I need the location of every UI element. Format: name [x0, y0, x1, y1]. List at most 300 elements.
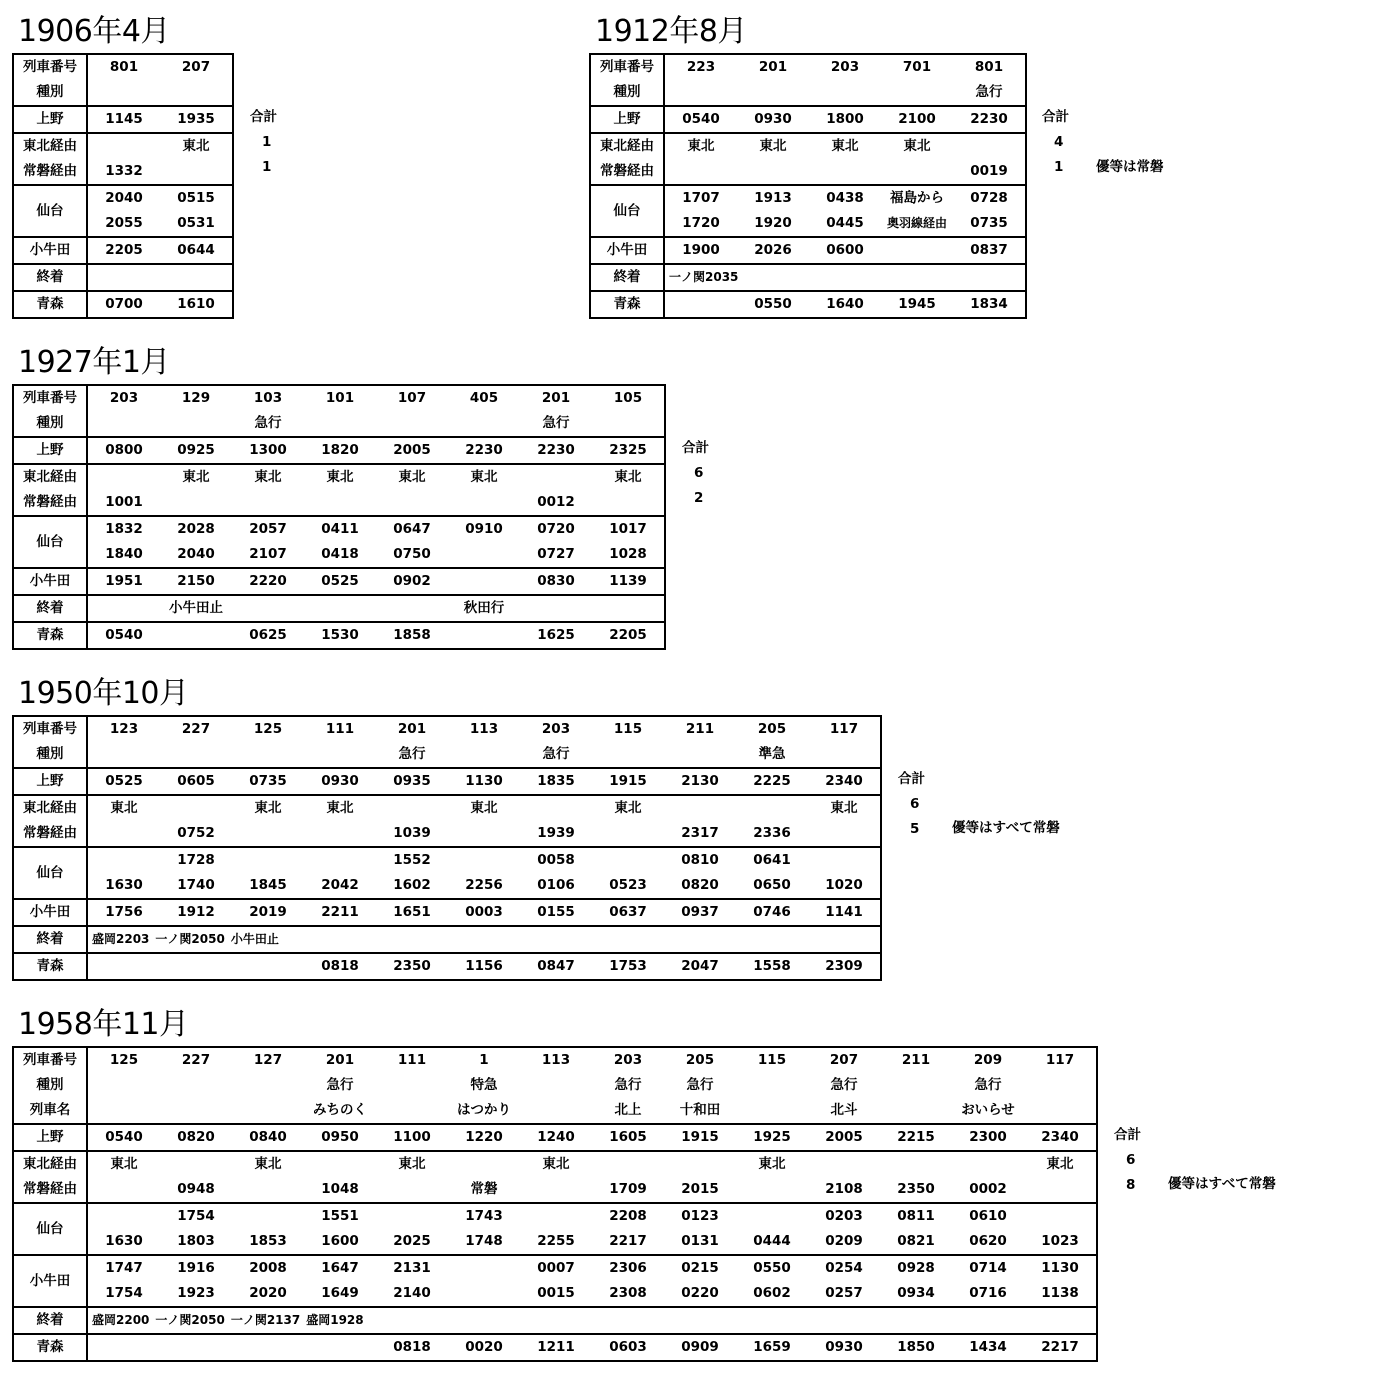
cell-joban — [87, 1177, 160, 1203]
cell-ushita: 1756 — [87, 899, 160, 926]
cell-sendai2: 1600 — [321, 1233, 359, 1249]
cell-names: 北斗 — [830, 1102, 858, 1118]
cell-joban: 1332 — [105, 163, 143, 179]
cell-joban — [304, 490, 376, 516]
row-ueno — [590, 106, 1026, 133]
row-terminal — [13, 926, 881, 953]
cell-trains: 123 — [87, 716, 160, 742]
cell-sendai1: 0411 — [304, 516, 376, 542]
cell-ushita1: 2008 — [232, 1255, 304, 1281]
row-aomori — [13, 622, 665, 649]
cell-aomori: 2205 — [592, 622, 665, 649]
cell-ueno: 1220 — [448, 1124, 520, 1151]
cell-terminal — [304, 595, 376, 622]
cell-ueno: 2230 — [520, 437, 592, 464]
cell-aomori — [160, 953, 232, 980]
row-sendai1 — [13, 516, 665, 542]
cell-ushita: 0600 — [809, 237, 881, 264]
row-aomori — [13, 953, 881, 980]
cell-tohoku: 東北 — [881, 133, 953, 159]
cell-sendai1: 1551 — [304, 1203, 376, 1229]
row-label-tohoku: 東北経由 — [13, 795, 87, 821]
row-sendai1 — [13, 847, 881, 873]
cell-joban — [448, 490, 520, 516]
joban-total-1950: 5 — [910, 821, 920, 837]
cell-aomori: 0818 — [376, 1334, 448, 1361]
row-terminal — [13, 1307, 1097, 1334]
cell-types — [1024, 1073, 1097, 1098]
cell-ueno: 0925 — [160, 437, 232, 464]
cell-sendai1: 0728 — [953, 185, 1026, 211]
cell-trains: 101 — [304, 385, 376, 411]
cell-ushita: 0902 — [376, 568, 448, 595]
cell-trains: 223 — [664, 54, 737, 80]
cell-sendai2: 1803 — [177, 1233, 215, 1249]
cell-aomori: 2309 — [808, 953, 881, 980]
cell-trains: 115 — [592, 716, 664, 742]
cell-ueno: 2130 — [664, 768, 736, 795]
row-trains — [13, 54, 233, 80]
note-1958: 優等はすべて常磐 — [1168, 1176, 1276, 1192]
cell-sendai2: 0106 — [537, 877, 575, 893]
cell-sendai2: 奥羽線経由 — [886, 216, 947, 230]
cell-types — [304, 411, 376, 437]
cell-ushita2: 0257 — [825, 1285, 863, 1301]
row-trains — [590, 54, 1026, 80]
row-label-joban: 常磐経由 — [13, 490, 87, 516]
title-1927: 1927年1月 — [18, 345, 170, 380]
row-label-types: 種別 — [13, 80, 87, 106]
row-label-sendai1: 仙台 — [590, 185, 664, 237]
cell-aomori — [664, 291, 737, 318]
terminal-note: 一ノ関2050 — [155, 1313, 225, 1327]
cell-sendai2: 0209 — [825, 1233, 863, 1249]
cell-sendai2: 0750 — [393, 546, 431, 562]
cell-types: 急行 — [975, 84, 1003, 100]
cell-ushita1: 0007 — [520, 1255, 592, 1281]
note-1950: 優等はすべて常磐 — [952, 820, 1060, 836]
cell-sendai1: 2208 — [592, 1203, 664, 1229]
cell-ueno: 2005 — [808, 1124, 880, 1151]
cell-ushita: 0155 — [520, 899, 592, 926]
row-label-trains: 列車番号 — [13, 385, 87, 411]
cell-ushita: 1141 — [808, 899, 881, 926]
row-joban — [13, 1177, 1097, 1203]
cell-sendai2: 2107 — [249, 546, 287, 562]
cell-joban — [232, 821, 304, 847]
cell-tohoku — [160, 795, 232, 821]
cell-sendai2: 0650 — [753, 877, 791, 893]
cell-ushita1: 0215 — [664, 1255, 736, 1281]
cell-sendai2: 1028 — [609, 546, 647, 562]
cell-ushita: 2150 — [160, 568, 232, 595]
cell-aomori: 1753 — [592, 953, 664, 980]
cell-sendai1: 1728 — [160, 847, 232, 873]
cell-trains: 205 — [736, 716, 808, 742]
cell-terminal — [592, 595, 665, 622]
cell-sendai1: 0438 — [809, 185, 881, 211]
cell-ushita: 0830 — [520, 568, 592, 595]
cell-sendai1: 1913 — [737, 185, 809, 211]
cell-sendai2: 1920 — [754, 215, 792, 231]
cell-joban — [376, 490, 448, 516]
row-label-tohoku: 東北経由 — [13, 1151, 87, 1177]
cell-joban — [232, 490, 304, 516]
row-label-aomori: 青森 — [13, 1334, 87, 1361]
cell-tohoku: 東北 — [736, 1151, 808, 1177]
cell-sendai1 — [304, 847, 376, 873]
cell-sendai1: 2057 — [232, 516, 304, 542]
row-label-trains: 列車番号 — [13, 716, 87, 742]
cell-tohoku — [87, 133, 160, 159]
cell-trains: 205 — [664, 1047, 736, 1073]
cell-ushita2: 0220 — [681, 1285, 719, 1301]
cell-sendai1: 1017 — [592, 516, 665, 542]
cell-joban: 1039 — [393, 825, 431, 841]
terminal-note: 小牛田止 — [230, 932, 279, 946]
cell-ushita2 — [448, 1281, 520, 1307]
row-joban — [590, 159, 1026, 185]
row-trains — [13, 385, 665, 411]
cell-ushita: 2220 — [232, 568, 304, 595]
terminal-notes — [87, 1307, 1097, 1334]
row-label-aomori: 青森 — [590, 291, 664, 318]
row-label-aomori: 青森 — [13, 291, 87, 318]
row-label-joban: 常磐経由 — [590, 159, 664, 185]
row-terminal — [13, 264, 233, 291]
cell-sendai1 — [448, 847, 520, 873]
cell-ushita2: 0015 — [537, 1285, 575, 1301]
cell-trains: 203 — [520, 716, 592, 742]
cell-trains: 207 — [808, 1047, 880, 1073]
cell-types: 特急 — [470, 1077, 498, 1093]
row-label-aomori: 青森 — [13, 953, 87, 980]
cell-tohoku: 東北 — [809, 133, 881, 159]
cell-ushita1: 1647 — [304, 1255, 376, 1281]
cell-tohoku: 東北 — [376, 464, 448, 490]
cell-tohoku — [448, 1151, 520, 1177]
cell-tohoku: 東北 — [808, 795, 881, 821]
cell-aomori: 1156 — [448, 953, 520, 980]
cell-ueno: 1820 — [304, 437, 376, 464]
cell-types — [448, 742, 520, 768]
cell-trains: 105 — [592, 385, 665, 411]
cell-ushita2: 2308 — [609, 1285, 647, 1301]
cell-tohoku: 東北 — [87, 795, 160, 821]
row-terminal — [590, 264, 1026, 291]
cell-types — [160, 411, 232, 437]
cell-aomori: 1640 — [809, 291, 881, 318]
cell-sendai2: 0445 — [826, 215, 864, 231]
row-label-names: 列車名 — [13, 1098, 87, 1124]
tohoku-total-1950: 6 — [910, 796, 920, 812]
cell-sendai1: 0910 — [448, 516, 520, 542]
row-ueno — [13, 437, 665, 464]
cell-ushita1: 0254 — [808, 1255, 880, 1281]
cell-joban: 0002 — [969, 1181, 1007, 1197]
cell-trains: 103 — [232, 385, 304, 411]
cell-ushita1: 0550 — [736, 1255, 808, 1281]
cell-sendai1: 2028 — [160, 516, 232, 542]
cell-names: 十和田 — [679, 1102, 721, 1118]
cell-sendai2: 1630 — [105, 877, 143, 893]
cell-ushita: 0937 — [664, 899, 736, 926]
cell-tohoku — [592, 1151, 664, 1177]
row-label-ushita: 小牛田 — [13, 237, 87, 264]
row-label-ueno: 上野 — [13, 106, 87, 133]
cell-ushita2: 2140 — [393, 1285, 431, 1301]
cell-ueno: 2005 — [376, 437, 448, 464]
cell-joban — [664, 159, 737, 185]
cell-sendai1 — [808, 847, 881, 873]
cell-sendai2: 2256 — [465, 877, 503, 893]
cell-aomori: 0625 — [232, 622, 304, 649]
cell-types — [376, 1073, 448, 1098]
cell-types — [664, 742, 736, 768]
timetable-1927 — [12, 384, 666, 650]
cell-tohoku: 東北 — [592, 795, 664, 821]
cell-sendai2: 1602 — [393, 877, 431, 893]
title-1912: 1912年8月 — [595, 14, 747, 49]
cell-names: 北上 — [614, 1102, 642, 1118]
cell-sendai2: 1845 — [249, 877, 287, 893]
cell-sendai2 — [448, 542, 520, 568]
cell-sendai1: 0810 — [664, 847, 736, 873]
cell-types — [232, 1073, 304, 1098]
total-label-1912: 合計 — [1042, 109, 1069, 125]
row-label-types: 種別 — [13, 411, 87, 437]
row-sendai1 — [13, 185, 233, 211]
cell-names — [376, 1098, 448, 1124]
timetable-1906 — [12, 53, 234, 319]
cell-sendai2: 1748 — [465, 1233, 503, 1249]
title-1958: 1958年11月 — [18, 1007, 189, 1042]
cell-tohoku — [953, 133, 1026, 159]
cell-tohoku — [808, 1151, 880, 1177]
cell-joban: 0019 — [970, 163, 1008, 179]
cell-tohoku: 東北 — [160, 464, 232, 490]
cell-sendai1: 1552 — [376, 847, 448, 873]
cell-types — [87, 1073, 160, 1098]
cell-sendai1: 0610 — [952, 1203, 1024, 1229]
cell-types — [87, 742, 160, 768]
cell-aomori: 0700 — [87, 291, 160, 318]
note-1912: 優等は常磐 — [1096, 159, 1164, 175]
row-types — [13, 411, 665, 437]
row-ushita — [590, 237, 1026, 264]
cell-aomori: 1834 — [953, 291, 1026, 318]
cell-tohoku — [880, 1151, 952, 1177]
cell-joban: 0948 — [177, 1181, 215, 1197]
cell-trains: 127 — [232, 1047, 304, 1073]
row-label-tohoku: 東北経由 — [13, 133, 87, 159]
row-label-trains: 列車番号 — [590, 54, 664, 80]
terminal-note: 盛岡1928 — [306, 1313, 364, 1327]
row-label-types: 種別 — [590, 80, 664, 106]
cell-ushita: 1951 — [87, 568, 160, 595]
cell-sendai2: 1740 — [177, 877, 215, 893]
cell-aomori: 1625 — [520, 622, 592, 649]
cell-sendai2: 0735 — [970, 215, 1008, 231]
cell-tohoku — [952, 1151, 1024, 1177]
row-trains — [13, 716, 881, 742]
cell-aomori: 0930 — [808, 1334, 880, 1361]
cell-aomori: 0603 — [592, 1334, 664, 1361]
cell-sendai1 — [232, 847, 304, 873]
row-label-terminal: 終着 — [13, 595, 87, 622]
terminal-note: 一ノ関2050 — [155, 932, 225, 946]
cell-sendai2: 1840 — [105, 546, 143, 562]
cell-ushita: 1912 — [160, 899, 232, 926]
cell-ushita2: 1754 — [105, 1285, 143, 1301]
row-label-sendai1: 仙台 — [13, 1203, 87, 1255]
cell-joban: 1709 — [609, 1181, 647, 1197]
joban-total-1958: 8 — [1126, 1177, 1136, 1193]
cell-types — [592, 411, 665, 437]
cell-names: はつかり — [457, 1102, 511, 1118]
cell-trains: 203 — [87, 385, 160, 411]
row-label-ushita1: 小牛田 — [13, 1255, 87, 1307]
cell-ushita2: 0934 — [897, 1285, 935, 1301]
cell-aomori — [304, 1334, 376, 1361]
cell-ueno: 0800 — [87, 437, 160, 464]
row-sendai2 — [13, 542, 665, 568]
tohoku-total-1906: 1 — [262, 134, 272, 150]
cell-joban: 2350 — [897, 1181, 935, 1197]
total-label-1906: 合計 — [250, 109, 277, 125]
title-1906: 1906年4月 — [18, 14, 170, 49]
cell-terminal — [87, 595, 160, 622]
total-label-1950: 合計 — [898, 771, 925, 787]
cell-ueno: 1915 — [592, 768, 664, 795]
row-ushita — [13, 237, 233, 264]
cell-joban: 0012 — [537, 494, 575, 510]
row-label-ueno: 上野 — [590, 106, 664, 133]
cell-ushita2: 1923 — [177, 1285, 215, 1301]
row-tohoku — [13, 1151, 1097, 1177]
cell-ueno: 0540 — [664, 106, 737, 133]
cell-tohoku: 東北 — [448, 795, 520, 821]
cell-ueno: 1130 — [448, 768, 520, 795]
cell-sendai1: 0641 — [736, 847, 808, 873]
terminal-note: 一ノ関2137 — [230, 1313, 301, 1327]
cell-sendai2: 2055 — [105, 215, 143, 231]
cell-tohoku: 東北 — [664, 133, 737, 159]
cell-trains: 1 — [448, 1047, 520, 1073]
cell-types: 準急 — [758, 746, 786, 762]
cell-joban — [736, 1177, 808, 1203]
cell-tohoku — [520, 795, 592, 821]
cell-ushita1: 0714 — [952, 1255, 1024, 1281]
cell-sendai2: 0620 — [969, 1233, 1007, 1249]
cell-trains: 801 — [87, 54, 160, 80]
row-sendai2 — [13, 1229, 1097, 1255]
cell-sendai2: 2217 — [609, 1233, 647, 1249]
row-tohoku — [13, 795, 881, 821]
cell-tohoku: 東北 — [304, 464, 376, 490]
cell-ueno: 0525 — [87, 768, 160, 795]
cell-ushita1: 2131 — [376, 1255, 448, 1281]
cell-aomori — [87, 953, 160, 980]
cell-tohoku: 東北 — [160, 133, 233, 159]
cell-trains: 117 — [808, 716, 881, 742]
cell-ushita2: 2020 — [249, 1285, 287, 1301]
row-label-sendai1: 仙台 — [13, 185, 87, 237]
cell-trains: 227 — [160, 716, 232, 742]
cell-joban — [448, 821, 520, 847]
terminal-note: 盛岡2203 — [92, 932, 150, 946]
cell-ueno: 0950 — [304, 1124, 376, 1151]
cell-trains: 201 — [520, 385, 592, 411]
cell-tohoku: 東北 — [520, 1151, 592, 1177]
cell-ueno: 2340 — [808, 768, 881, 795]
joban-total-1927: 2 — [694, 490, 704, 506]
cell-ueno: 1925 — [736, 1124, 808, 1151]
cell-joban — [304, 821, 376, 847]
cell-trains: 201 — [737, 54, 809, 80]
cell-sendai1: 1707 — [664, 185, 737, 211]
cell-types — [664, 80, 737, 106]
cell-trains: 129 — [160, 385, 232, 411]
cell-sendai1: 0720 — [520, 516, 592, 542]
cell-sendai2: 0821 — [897, 1233, 935, 1249]
cell-names: おいらせ — [961, 1102, 1015, 1118]
cell-trains: 107 — [376, 385, 448, 411]
timetable-1958 — [12, 1046, 1098, 1362]
cell-aomori — [87, 1334, 160, 1361]
cell-sendai1 — [232, 1203, 304, 1229]
row-joban — [13, 159, 233, 185]
cell-ushita: 2211 — [304, 899, 376, 926]
row-types — [13, 742, 881, 768]
cell-types — [160, 80, 233, 106]
cell-tohoku: 東北 — [304, 795, 376, 821]
cell-ueno: 0930 — [304, 768, 376, 795]
cell-types: 急行 — [326, 1077, 354, 1093]
cell-sendai1 — [376, 1203, 448, 1229]
cell-types — [808, 742, 881, 768]
row-aomori — [13, 291, 233, 318]
cell-trains: 801 — [953, 54, 1026, 80]
cell-sendai1 — [1024, 1203, 1097, 1229]
row-ushita — [13, 568, 665, 595]
cell-joban — [737, 159, 809, 185]
cell-trains: 113 — [520, 1047, 592, 1073]
cell-sendai2: 1720 — [682, 215, 720, 231]
cell-sendai2: 2040 — [177, 546, 215, 562]
cell-types — [304, 742, 376, 768]
cell-ueno: 2225 — [736, 768, 808, 795]
cell-trains: 227 — [160, 1047, 232, 1073]
cell-sendai2: 0820 — [681, 877, 719, 893]
cell-ueno: 1835 — [520, 768, 592, 795]
cell-joban: 2317 — [681, 825, 719, 841]
cell-tohoku — [160, 1151, 232, 1177]
cell-sendai1 — [520, 1203, 592, 1229]
row-joban — [13, 821, 881, 847]
row-ushita2 — [13, 1281, 1097, 1307]
cell-types — [232, 742, 304, 768]
terminal-notes — [87, 926, 881, 953]
cell-trains: 211 — [880, 1047, 952, 1073]
cell-aomori: 1659 — [736, 1334, 808, 1361]
cell-trains: 117 — [1024, 1047, 1097, 1073]
row-label-trains: 列車番号 — [13, 1047, 87, 1073]
cell-ushita1: 0928 — [880, 1255, 952, 1281]
cell-types — [737, 80, 809, 106]
cell-ueno: 1240 — [520, 1124, 592, 1151]
cell-types — [160, 1073, 232, 1098]
